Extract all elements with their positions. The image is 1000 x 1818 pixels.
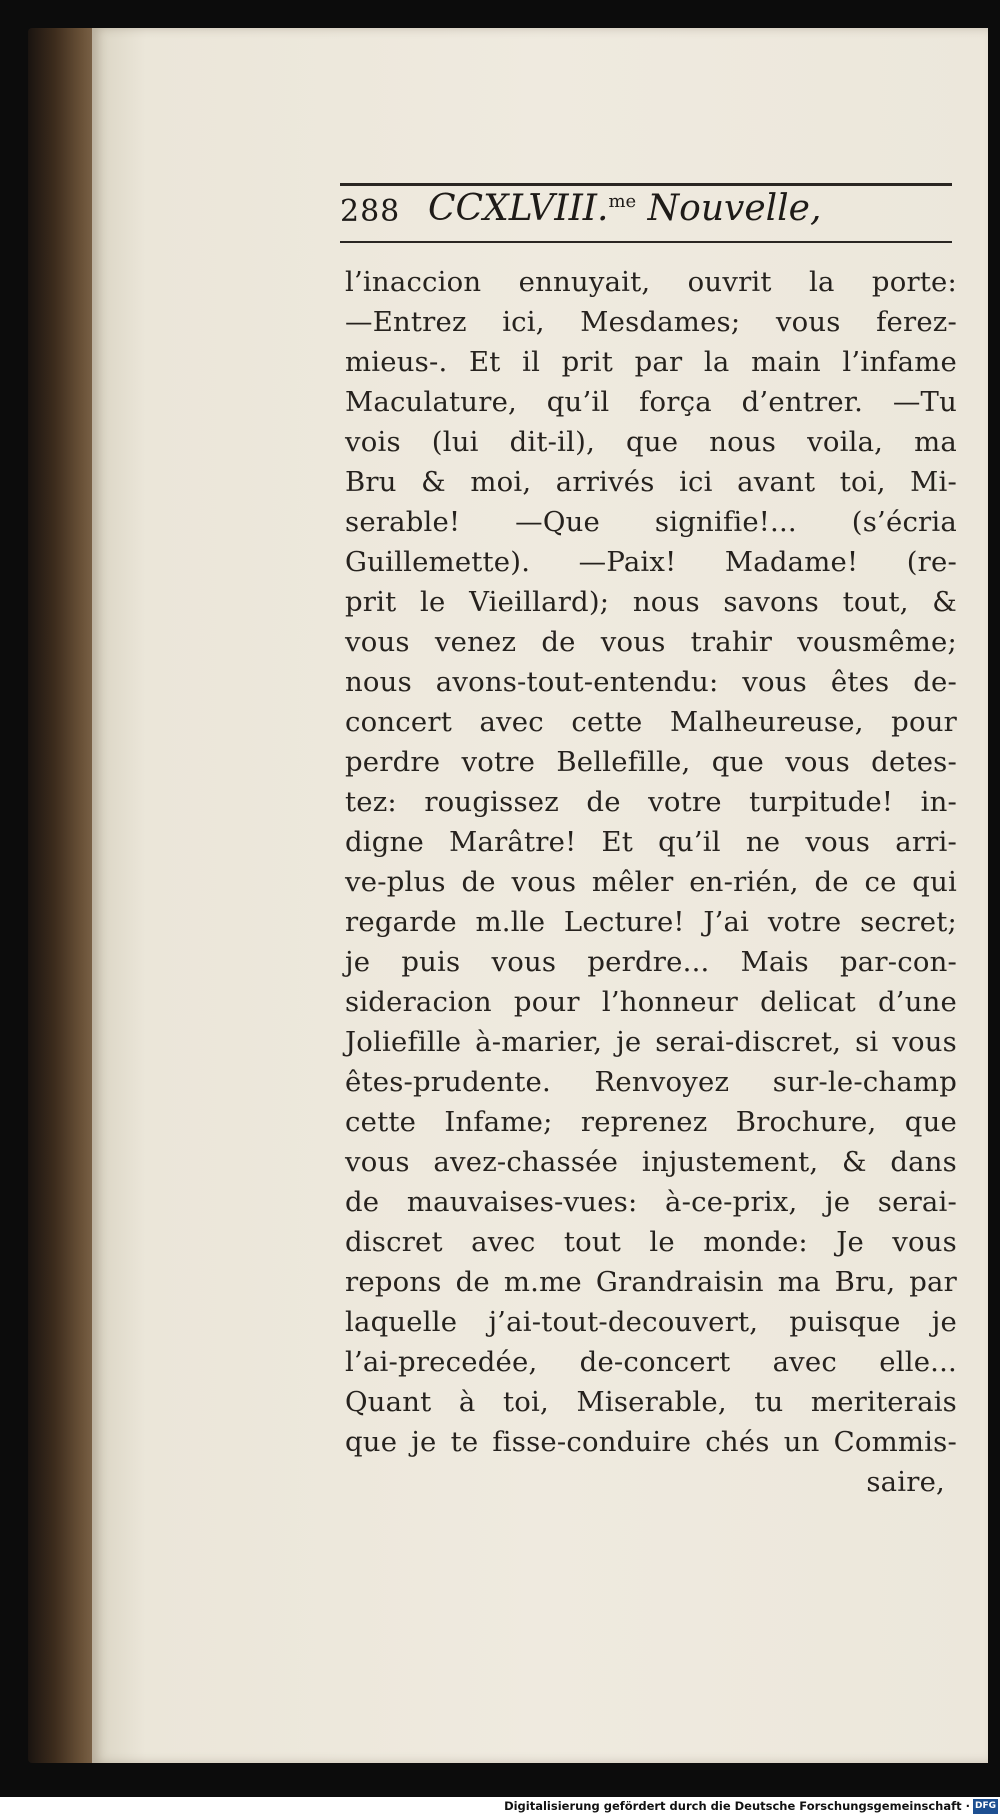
text-line: perdre votre Bellefille, que vous detes- (345, 746, 957, 778)
text-line: sideracion pour l’honneur delicat d’une (345, 986, 957, 1018)
text-line: que je te fisse-conduire chés un Commis- (345, 1426, 957, 1458)
text-line: Quant à toi, Miserable, tu meriterais (345, 1386, 957, 1418)
page-header (340, 188, 952, 240)
text-line: regarde m.lle Lecture! J’ai votre secret; (345, 906, 957, 938)
dfg-logo: DFG (973, 1799, 998, 1814)
funding-credit: Digitalisierung gefördert durch die Deutsche Forschungsgemeinschaft · (504, 1799, 970, 1813)
text-line: je puis vous perdre... Mais par-con- (345, 946, 957, 978)
text-line: Guillemette). —Paix! Madame! (re- (345, 546, 957, 578)
catchword: saire, (866, 1466, 945, 1498)
text-line: Joliefille à-marier, je serai-discret, si vous (345, 1026, 957, 1058)
header-rule-top (340, 183, 952, 186)
text-line: vous avez-chassée injustement, & dans (345, 1146, 957, 1178)
text-line: serable! —Que signifie!... (s’écria (345, 506, 957, 538)
text-line: digne Marâtre! Et qu’il ne vous arri- (345, 826, 957, 858)
text-line: mieus-. Et il prit par la main l’infame (345, 346, 957, 378)
text-line: vois (lui dit-il), que nous voila, ma (345, 426, 957, 458)
text-line: de mauvaises-vues: à-ce-prix, je serai- (345, 1186, 957, 1218)
running-head (428, 188, 821, 229)
text-line: prit le Vieillard); nous savons tout, & (345, 586, 957, 618)
header-rule-bottom (340, 241, 952, 243)
text-line: laquelle j’ai-tout-decouvert, puisque je (345, 1306, 957, 1338)
text-line: repons de m.me Grandraisin ma Bru, par (345, 1266, 957, 1298)
text-line: ve-plus de vous mêler en-rién, de ce qui (345, 866, 957, 898)
text-line: l’ai-precedée, de-concert avec elle... (345, 1346, 957, 1378)
text-line: Maculature, qu’il força d’entrer. —Tu (345, 386, 957, 418)
running-head-numeral: CCXLVIII. (428, 188, 609, 229)
digitization-footer (0, 1797, 1000, 1818)
running-head-superscript: me (608, 191, 637, 212)
text-line: tez: rougissez de votre turpitude! in- (345, 786, 957, 818)
body-text (345, 262, 957, 1502)
text-line: nous avons-tout-entendu: vous êtes de- (345, 666, 957, 698)
running-head-title: Nouvelle, (636, 188, 822, 229)
text-line: vous venez de vous trahir vousmême; (345, 626, 957, 658)
text-line: concert avec cette Malheureuse, pour (345, 706, 957, 738)
text-line: discret avec tout le monde: Je vous (345, 1226, 957, 1258)
text-line: —Entrez ici, Mesdames; vous ferez- (345, 306, 957, 338)
text-line: Bru & moi, arrivés ici avant toi, Mi- (345, 466, 957, 498)
text-line: êtes-prudente. Renvoyez sur-le-champ (345, 1066, 957, 1098)
text-line: l’inaccion ennuyait, ouvrit la porte: (345, 266, 957, 298)
text-line: cette Infame; reprenez Brochure, que (345, 1106, 957, 1138)
page-number: 288 (340, 194, 401, 229)
